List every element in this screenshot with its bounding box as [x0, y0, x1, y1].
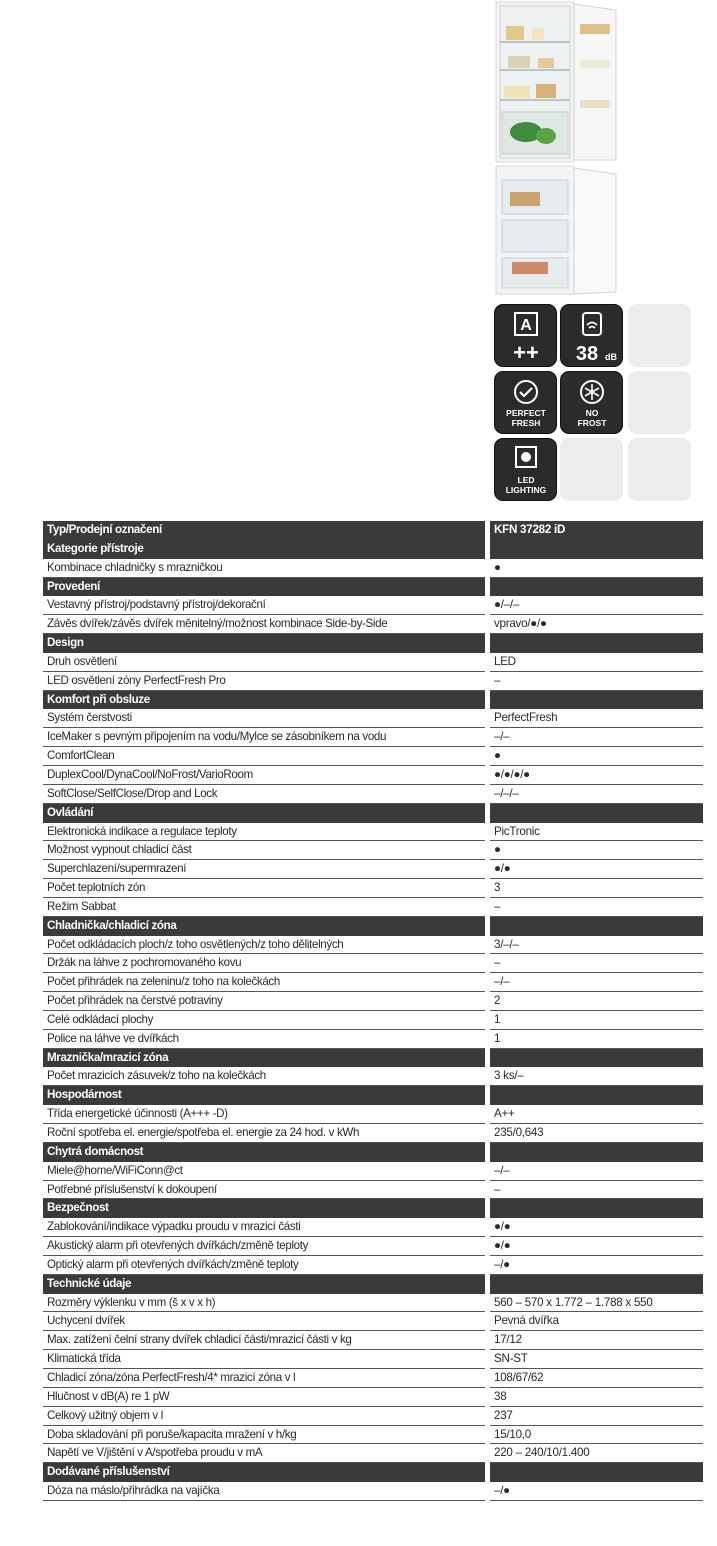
spec-value: ● [490, 559, 703, 578]
spec-label: Doba skladování při poruše/kapacita mražení v h/kg [43, 1426, 485, 1445]
spec-row [43, 728, 703, 747]
spec-value: –/– [490, 1162, 703, 1181]
svg-text:LED: LED [517, 475, 535, 485]
spec-row [43, 1181, 703, 1200]
spec-row [43, 615, 703, 634]
section-header-row [43, 1199, 703, 1218]
spec-label: Počet přihrádek na zeleninu/z toho na kolečkách [43, 973, 485, 992]
no-frost-icon [560, 371, 623, 434]
fridge-product-image [492, 0, 622, 296]
section-header-row [43, 540, 703, 559]
spec-value [490, 917, 703, 936]
section-header-row [43, 1086, 703, 1105]
spec-label: Počet přihrádek na čerstvé potraviny [43, 992, 485, 1011]
noise-level-icon [560, 304, 623, 367]
spec-value: 15/10,0 [490, 1426, 703, 1445]
spec-label: Police na láhve ve dvířkách [43, 1030, 485, 1049]
spec-row [43, 709, 703, 728]
section-header-row [43, 917, 703, 936]
spec-value: 3 ks/– [490, 1067, 703, 1086]
spec-row [43, 936, 703, 955]
spec-value [490, 1199, 703, 1218]
spec-row [43, 823, 703, 842]
empty-icon-slot [628, 304, 691, 367]
spec-value: –/– [490, 973, 703, 992]
spec-value: –/–/– [490, 785, 703, 804]
spec-value: 235/0,643 [490, 1124, 703, 1143]
spec-value [490, 634, 703, 653]
section-title: Chytrá domácnost [43, 1143, 485, 1162]
svg-text:PERFECT: PERFECT [506, 408, 546, 418]
section-title: Dodávané příslušenství [43, 1463, 485, 1482]
section-title: Mraznička/mrazicí zóna [43, 1049, 485, 1068]
spec-value [490, 1049, 703, 1068]
spec-row [43, 766, 703, 785]
spec-row [43, 1388, 703, 1407]
spec-row [43, 973, 703, 992]
spec-value: vpravo/●/● [490, 615, 703, 634]
spec-value: 220 – 240/10/1.400 [490, 1444, 703, 1463]
spec-label: Držák na láhve z pochromovaného kovu [43, 954, 485, 973]
spec-row [43, 1218, 703, 1237]
spec-value: ●/● [490, 1237, 703, 1256]
spec-row [43, 1011, 703, 1030]
spec-value: Pevná dvířka [490, 1312, 703, 1331]
section-header-row [43, 691, 703, 710]
section-header-row [43, 1143, 703, 1162]
spec-value: 108/67/62 [490, 1369, 703, 1388]
spec-row [43, 559, 703, 578]
svg-text:FRESH: FRESH [511, 418, 541, 428]
spec-row [43, 1350, 703, 1369]
spec-label: ComfortClean [43, 747, 485, 766]
spec-label: Systém čerstvosti [43, 709, 485, 728]
empty-icon-slot [628, 438, 691, 501]
spec-row [43, 785, 703, 804]
spec-row [43, 860, 703, 879]
section-header-row [43, 1049, 703, 1068]
empty-icon-slot [560, 438, 623, 501]
spec-row [43, 1067, 703, 1086]
spec-value: 1 [490, 1011, 703, 1030]
spec-label: Počet mrazicích zásuvek/z toho na kolečkách [43, 1067, 485, 1086]
spec-value [490, 540, 703, 559]
spec-value [490, 1086, 703, 1105]
spec-row [43, 1482, 703, 1501]
section-header-row [43, 1275, 703, 1294]
spec-value: – [490, 898, 703, 917]
spec-value: –/● [490, 1256, 703, 1275]
section-title: Kategorie přístroje [43, 540, 485, 559]
spec-value: – [490, 672, 703, 691]
svg-text:NO: NO [585, 408, 599, 418]
spec-row [43, 1294, 703, 1313]
spec-row [43, 1369, 703, 1388]
section-title: Ovládání [43, 804, 485, 823]
spec-value: KFN 37282 iD [490, 521, 703, 540]
spec-label: Dóza na máslo/přihrádka na vajíčka [43, 1482, 485, 1501]
svg-text:FROST: FROST [577, 418, 607, 428]
perfect-fresh-icon [494, 371, 557, 434]
spec-row [43, 672, 703, 691]
spec-label: Režim Sabbat [43, 898, 485, 917]
spec-value: SN-ST [490, 1350, 703, 1369]
spec-label: Rozměry výklenku v mm (š x v x h) [43, 1294, 485, 1313]
section-title: Provedení [43, 578, 485, 597]
spec-row [43, 596, 703, 615]
spec-row [43, 1105, 703, 1124]
spec-value: ●/–/– [490, 596, 703, 615]
spec-value: 3/–/– [490, 936, 703, 955]
energy-class-icon [494, 304, 557, 367]
spec-value: 3 [490, 879, 703, 898]
spec-row [43, 954, 703, 973]
spec-label: Miele@home/WiFiConn@ct [43, 1162, 485, 1181]
spec-label: Hlučnost v dB(A) re 1 pW [43, 1388, 485, 1407]
spec-label: Potřebné příslušenství k dokoupení [43, 1181, 485, 1200]
spec-row [43, 841, 703, 860]
spec-row [43, 747, 703, 766]
spec-label: Zablokování/indikace výpadku proudu v mrazicí části [43, 1218, 485, 1237]
svg-text:38: 38 [575, 343, 599, 365]
spec-row [43, 1237, 703, 1256]
spec-row [43, 1426, 703, 1445]
spec-value: 38 [490, 1388, 703, 1407]
section-title: Typ/Prodejní označení [43, 521, 485, 540]
spec-label: Závěs dvířek/závěs dvířek měnitelný/možnost kombinace Side-by-Side [43, 615, 485, 634]
section-title: Chladnička/chladicí zóna [43, 917, 485, 936]
spec-label: Celé odkládací plochy [43, 1011, 485, 1030]
spec-label: Max. zatížení čelní strany dvířek chladicí části/mrazicí části v kg [43, 1331, 485, 1350]
spec-label: LED osvětlení zóny PerfectFresh Pro [43, 672, 485, 691]
section-title: Technické údaje [43, 1275, 485, 1294]
spec-row [43, 879, 703, 898]
section-title: Hospodárnost [43, 1086, 485, 1105]
section-header-row [43, 521, 703, 540]
spec-value [490, 1463, 703, 1482]
spec-value: – [490, 954, 703, 973]
section-title: Bezpečnost [43, 1199, 485, 1218]
spec-value: A++ [490, 1105, 703, 1124]
section-header-row [43, 578, 703, 597]
spec-label: Uchycení dvířek [43, 1312, 485, 1331]
spec-value: PicTronic [490, 823, 703, 842]
spec-value [490, 691, 703, 710]
spec-value: –/● [490, 1482, 703, 1501]
spec-value [490, 804, 703, 823]
spec-label: Elektronická indikace a regulace teploty [43, 823, 485, 842]
section-header-row [43, 634, 703, 653]
spec-label: Kombinace chladničky s mrazničkou [43, 559, 485, 578]
svg-text:dB: dB [605, 352, 617, 362]
svg-text:A: A [520, 317, 532, 334]
spec-row [43, 898, 703, 917]
spec-label: Chladicí zóna/zóna PerfectFresh/4* mrazicí zóna v l [43, 1369, 485, 1388]
spec-value: 1 [490, 1030, 703, 1049]
spec-label: SoftClose/SelfClose/Drop and Lock [43, 785, 485, 804]
svg-text:LIGHTING: LIGHTING [505, 485, 547, 495]
spec-row [43, 1162, 703, 1181]
spec-value [490, 1143, 703, 1162]
spec-value: PerfectFresh [490, 709, 703, 728]
spec-row [43, 1407, 703, 1426]
spec-value: LED [490, 653, 703, 672]
spec-label: Celkový užitný objem v l [43, 1407, 485, 1426]
spec-row [43, 1030, 703, 1049]
spec-value: ● [490, 841, 703, 860]
spec-row [43, 1312, 703, 1331]
spec-label: Počet odkládacích ploch/z toho osvětlených/z toho dělitelných [43, 936, 485, 955]
spec-label: Počet teplotních zón [43, 879, 485, 898]
empty-icon-slot [628, 371, 691, 434]
spec-label: Klimatická třída [43, 1350, 485, 1369]
spec-value: –/– [490, 728, 703, 747]
spec-label: Superchlazení/supermrazení [43, 860, 485, 879]
spec-value: 237 [490, 1407, 703, 1426]
spec-value: ●/●/●/● [490, 766, 703, 785]
spec-row [43, 1331, 703, 1350]
spec-label: Vestavný přístroj/podstavný přístroj/dekorační [43, 596, 485, 615]
spec-label: Optický alarm při otevřených dvířkách/změně teploty [43, 1256, 485, 1275]
section-header-row [43, 804, 703, 823]
spec-value: – [490, 1181, 703, 1200]
section-title: Design [43, 634, 485, 653]
spec-label: Druh osvětlení [43, 653, 485, 672]
spec-value: 17/12 [490, 1331, 703, 1350]
spec-label: Napětí ve V/jištění v A/spotřeba proudu v mA [43, 1444, 485, 1463]
spec-row [43, 1124, 703, 1143]
section-title: Komfort při obsluze [43, 691, 485, 710]
spec-value: ● [490, 747, 703, 766]
spec-value: ●/● [490, 860, 703, 879]
spec-label: Možnost vypnout chladicí část [43, 841, 485, 860]
spec-label: DuplexCool/DynaCool/NoFrost/VarioRoom [43, 766, 485, 785]
svg-text:++: ++ [513, 340, 539, 365]
spec-row [43, 653, 703, 672]
section-header-row [43, 1463, 703, 1482]
spec-value: ●/● [490, 1218, 703, 1237]
spec-value [490, 1275, 703, 1294]
spec-label: Roční spotřeba el. energie/spotřeba el. energie za 24 hod. v kWh [43, 1124, 485, 1143]
spec-value: 560 – 570 x 1.772 – 1.788 x 550 [490, 1294, 703, 1313]
specification-table [43, 521, 703, 1501]
spec-row [43, 1444, 703, 1463]
spec-label: Akustický alarm při otevřených dvířkách/změně teploty [43, 1237, 485, 1256]
spec-label: IceMaker s pevným připojením na vodu/Mylce se zásobníkem na vodu [43, 728, 485, 747]
spec-value [490, 578, 703, 597]
spec-row [43, 1256, 703, 1275]
led-lighting-icon [494, 438, 557, 501]
spec-row [43, 992, 703, 1011]
spec-value: 2 [490, 992, 703, 1011]
spec-label: Třída energetické účinnosti (A+++ -D) [43, 1105, 485, 1124]
